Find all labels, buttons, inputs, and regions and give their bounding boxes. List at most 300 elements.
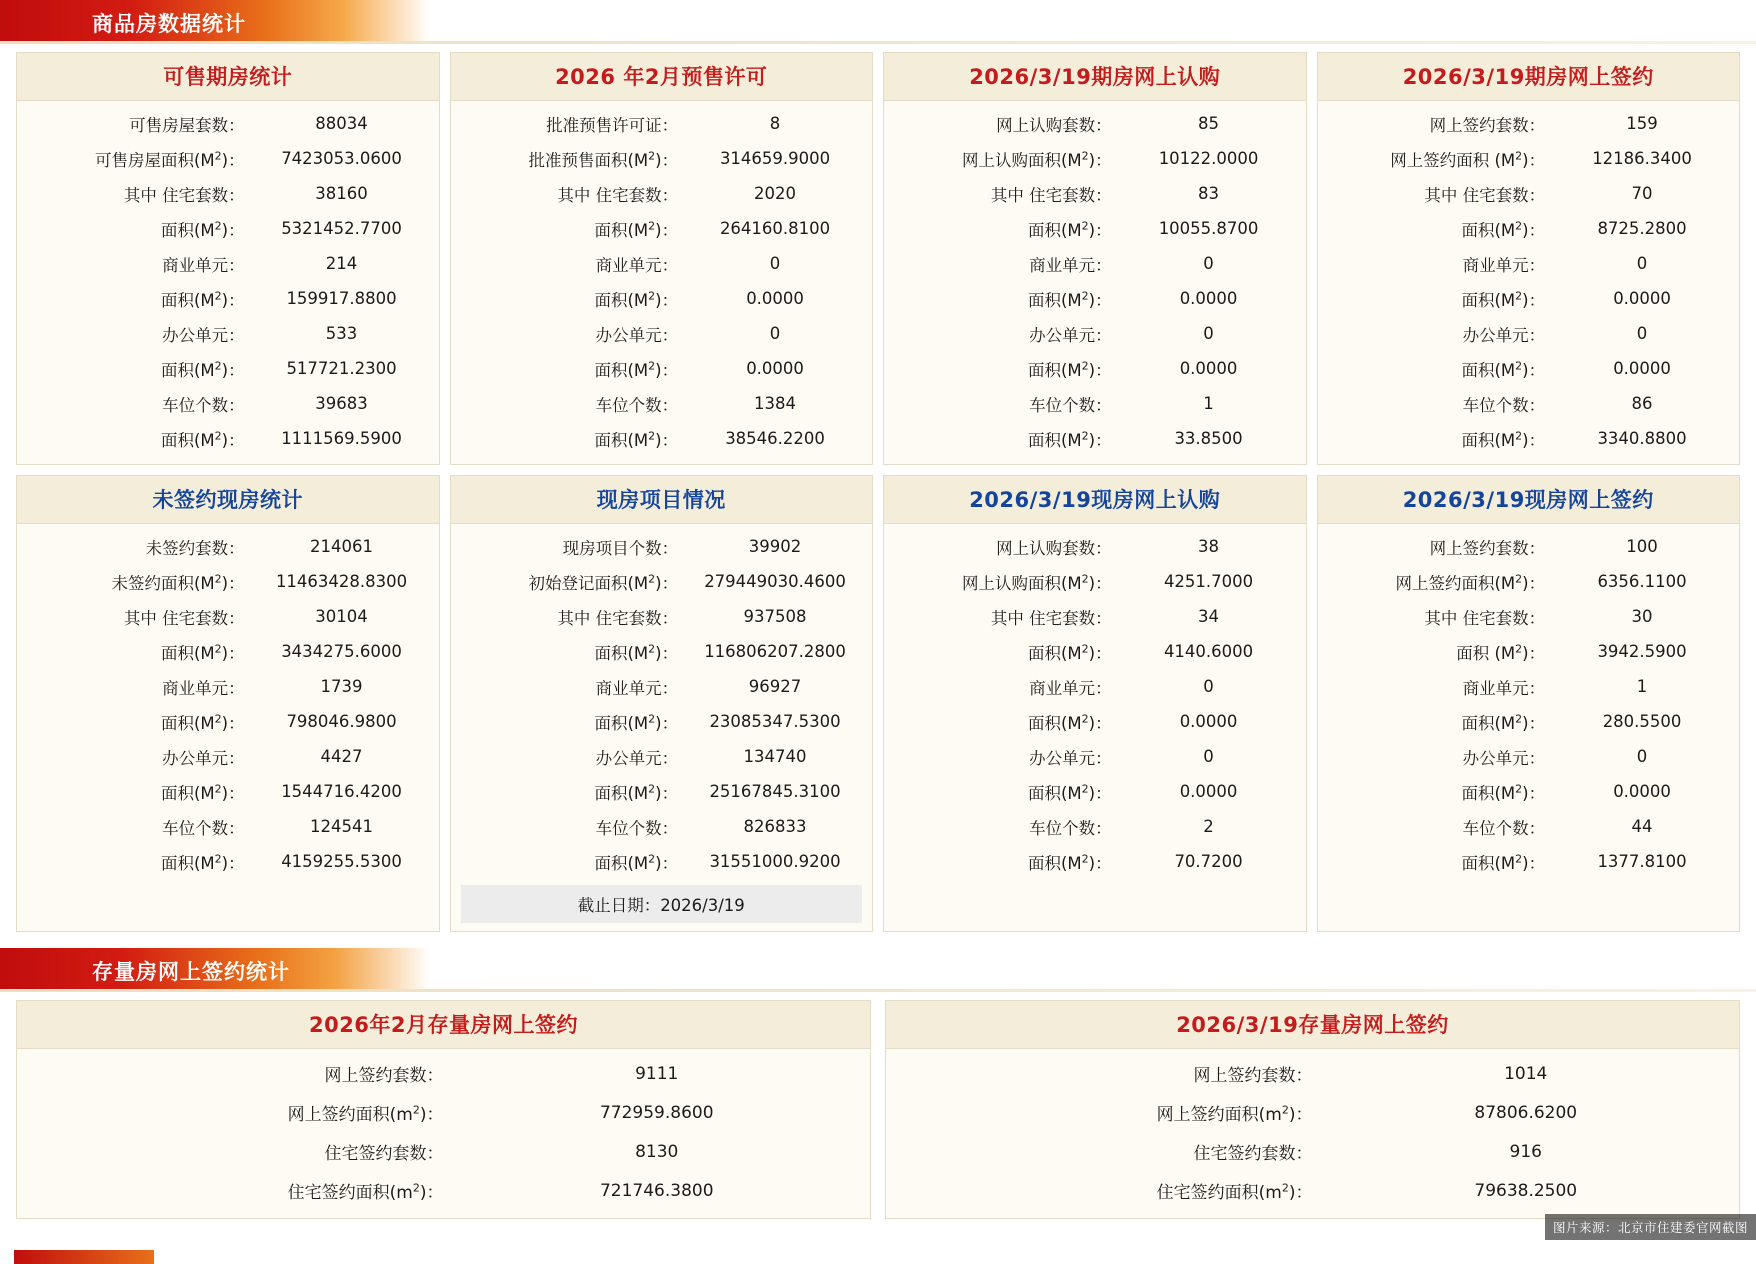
table-row <box>17 634 439 669</box>
row-value: 88034 <box>315 114 368 133</box>
table-row <box>884 386 1306 421</box>
banner-rule <box>0 41 1756 44</box>
stat-card-title: 2026/3/19现房网上签约 <box>1318 476 1740 524</box>
row-label: 可售房屋面积$(M^2)$： <box>94 149 245 170</box>
row-label: 面积$(M^2)$： <box>1027 852 1112 873</box>
row-value: 38546.2200 <box>725 429 825 448</box>
row-label: 面积$(M^2)$： <box>160 219 245 240</box>
row-label: 其中 住宅套数： <box>1424 185 1546 205</box>
table-row <box>886 1171 1739 1210</box>
row-value: 7423053.0600 <box>281 149 402 168</box>
table-row <box>884 281 1306 316</box>
row-label: 面积$(M^2)$： <box>1461 289 1546 310</box>
table-row <box>1318 316 1740 351</box>
row-label: 面积$(M^2)$： <box>1027 642 1112 663</box>
stat-card <box>883 52 1307 465</box>
new-housing-card-grid <box>0 44 1756 932</box>
table-row <box>884 809 1306 844</box>
row-label: 面积$(M^2)$： <box>1027 782 1112 803</box>
table-row <box>17 281 439 316</box>
row-value: 44 <box>1631 817 1653 836</box>
row-label: 办公单元： <box>1462 748 1546 768</box>
row-value: 0.0000 <box>1179 289 1238 308</box>
row-value: 916 <box>1509 1141 1542 1162</box>
row-value: 9111 <box>635 1063 679 1084</box>
table-row <box>451 774 873 809</box>
table-row <box>451 669 873 704</box>
row-value: 1 <box>1636 677 1648 696</box>
row-label: 商业单元： <box>1462 678 1546 698</box>
row-label: 办公单元： <box>595 748 679 768</box>
stat-card-title: 现房项目情况 <box>451 476 873 524</box>
row-value: 3434275.6000 <box>281 642 402 661</box>
row-label: 其中 住宅套数： <box>990 185 1112 205</box>
table-row <box>451 246 873 281</box>
bottom-left-tab <box>14 1250 154 1264</box>
table-row <box>17 564 439 599</box>
row-label: 网上签约面积$(M^2)$： <box>1395 572 1546 593</box>
row-value: 0.0000 <box>1179 712 1238 731</box>
row-value: 100 <box>1626 537 1658 556</box>
stat-card-title: 2026/3/19期房网上认购 <box>884 53 1306 101</box>
row-value: 280.5500 <box>1602 712 1682 731</box>
row-value: 87806.6200 <box>1474 1102 1578 1123</box>
row-value: 0 <box>1636 254 1648 273</box>
table-row <box>1318 774 1740 809</box>
row-label: 初始登记面积$(M^2)$： <box>528 572 679 593</box>
table-row <box>1318 246 1740 281</box>
row-label: 其中 住宅套数： <box>123 185 245 205</box>
table-row <box>1318 281 1740 316</box>
table-row <box>884 844 1306 879</box>
row-value: 214061 <box>310 537 374 556</box>
table-row <box>17 669 439 704</box>
row-label: 车位个数： <box>595 395 679 415</box>
row-value: 30 <box>1631 607 1653 626</box>
table-row <box>1318 739 1740 774</box>
row-label: 面积$(M^2)$： <box>1027 359 1112 380</box>
table-row <box>451 844 873 879</box>
row-label: 住宅签约面积$(m^2)$： <box>1156 1181 1313 1203</box>
stat-card <box>1317 52 1741 465</box>
table-row <box>17 704 439 739</box>
row-label: 面积$(M^2)$： <box>1461 429 1546 450</box>
row-value: 937508 <box>743 607 807 626</box>
row-value: 0.0000 <box>1179 782 1238 801</box>
row-value: 0 <box>1636 324 1648 343</box>
row-value: 79638.2500 <box>1474 1180 1578 1201</box>
bottom-strip <box>0 1246 1756 1264</box>
table-row <box>451 316 873 351</box>
table-row <box>17 809 439 844</box>
row-value: 3340.8800 <box>1597 429 1687 448</box>
row-value: 0 <box>1203 747 1214 766</box>
row-value: 0.0000 <box>1613 782 1671 801</box>
row-value: 264160.8100 <box>719 219 831 238</box>
row-value: 0 <box>1636 747 1648 766</box>
row-value: 83 <box>1198 184 1220 203</box>
row-label: 面积$(M^2)$： <box>1461 712 1546 733</box>
table-row <box>1318 844 1740 879</box>
row-label: 面积$(M^2)$： <box>1461 782 1546 803</box>
table-row <box>1318 704 1740 739</box>
row-value: 116806207.2800 <box>704 642 846 661</box>
table-row <box>1318 669 1740 704</box>
row-label: 车位个数： <box>1029 818 1112 838</box>
stat-card <box>885 1000 1740 1219</box>
row-label: 商业单元： <box>595 255 679 275</box>
table-row <box>451 634 873 669</box>
row-label: 其中 住宅套数： <box>557 185 679 205</box>
table-row <box>884 246 1306 281</box>
row-label: 网上认购面积$(M^2)$： <box>961 572 1112 593</box>
table-row <box>884 564 1306 599</box>
row-label: 面积$(M^2)$： <box>594 359 679 380</box>
row-label: 网上签约套数： <box>1429 538 1546 558</box>
stat-card <box>450 475 874 932</box>
stat-card-table <box>17 529 439 879</box>
row-label: 面积$(M^2)$： <box>160 359 245 380</box>
stat-card-table <box>884 106 1306 456</box>
table-row <box>1318 421 1740 456</box>
row-label: 住宅签约套数： <box>324 1144 444 1164</box>
row-label: 面积$(M^2)$： <box>1461 219 1546 240</box>
table-row <box>17 316 439 351</box>
row-value: 124541 <box>310 817 374 836</box>
stat-card-table <box>1318 106 1740 456</box>
row-value: 33.8500 <box>1174 429 1243 448</box>
row-label: 网上认购套数： <box>996 538 1112 558</box>
stock-housing-banner <box>0 948 1756 992</box>
row-value: 721746.3800 <box>599 1180 714 1201</box>
row-value: 70.7200 <box>1174 852 1243 871</box>
row-value: 1544716.4200 <box>281 782 402 801</box>
row-label: 办公单元： <box>162 748 245 768</box>
stat-card-title: 2026/3/19存量房网上签约 <box>886 1001 1739 1049</box>
row-value: 279449030.4600 <box>704 572 846 591</box>
row-label: 面积$(M^2)$： <box>1027 219 1112 240</box>
row-value: 0 <box>1203 677 1214 696</box>
row-value: 2020 <box>754 184 797 203</box>
table-row <box>17 599 439 634</box>
image-source-credit: 图片来源：北京市住建委官网截图 <box>1545 1214 1756 1240</box>
row-value: 1 <box>1203 394 1214 413</box>
row-label: 面积$(M^2)$： <box>1461 852 1546 873</box>
row-label: 网上签约套数： <box>1193 1066 1313 1086</box>
row-label: 车位个数： <box>1462 818 1546 838</box>
row-value: 39683 <box>315 394 368 413</box>
stat-card-title: 2026年2月存量房网上签约 <box>17 1001 870 1049</box>
table-row <box>1318 211 1740 246</box>
row-label: 商业单元： <box>1029 255 1112 275</box>
table-row <box>451 351 873 386</box>
banner-rule-2 <box>0 989 1756 992</box>
row-label: 住宅签约套数： <box>1193 1144 1313 1164</box>
row-label: 可售房屋套数： <box>129 115 245 135</box>
row-value: 0 <box>1203 254 1214 273</box>
stat-card-title: 2026/3/19现房网上认购 <box>884 476 1306 524</box>
row-label: 面积$(M^2)$： <box>1027 289 1112 310</box>
row-label: 面积$(M^2)$： <box>160 712 245 733</box>
stock-housing-card-grid <box>0 992 1756 1219</box>
table-row <box>884 421 1306 456</box>
table-row <box>451 281 873 316</box>
stat-card-table <box>17 106 439 456</box>
row-label: 未签约面积$(M^2)$： <box>111 572 245 593</box>
row-value: 31551000.9200 <box>709 852 841 871</box>
row-value: 70 <box>1631 184 1653 203</box>
table-row <box>884 176 1306 211</box>
stat-card-title: 2026/3/19期房网上签约 <box>1318 53 1740 101</box>
table-row <box>1318 634 1740 669</box>
row-value: 85 <box>1198 114 1220 133</box>
row-label: 面积$(M^2)$： <box>160 782 245 803</box>
row-label: 商业单元： <box>1462 255 1546 275</box>
row-value: 86 <box>1631 394 1653 413</box>
table-row <box>17 1132 870 1171</box>
row-label: 未签约套数： <box>145 538 245 558</box>
table-row <box>884 599 1306 634</box>
row-label: 商业单元： <box>1029 678 1112 698</box>
stat-card <box>16 1000 871 1219</box>
table-row <box>1318 564 1740 599</box>
table-row <box>451 704 873 739</box>
row-value: 517721.2300 <box>286 359 397 378</box>
row-label: 办公单元： <box>1029 325 1112 345</box>
row-value: 1014 <box>1504 1063 1548 1084</box>
row-label: 商业单元： <box>595 678 679 698</box>
table-row <box>17 739 439 774</box>
table-row <box>884 351 1306 386</box>
row-value: 1384 <box>754 394 797 413</box>
row-label: 其中 住宅套数： <box>123 608 245 628</box>
row-label: 面积$(M^2)$： <box>1461 359 1546 380</box>
stat-card <box>883 475 1307 932</box>
row-value: 0.0000 <box>1613 359 1671 378</box>
row-label: 车位个数： <box>595 818 679 838</box>
row-label: 面积$(M^2)$： <box>160 289 245 310</box>
row-label: 面积$(M^2)$： <box>160 852 245 873</box>
row-value: 96927 <box>748 677 802 696</box>
table-row <box>451 211 873 246</box>
table-row <box>884 774 1306 809</box>
row-label: 其中 住宅套数： <box>990 608 1112 628</box>
row-value: 34 <box>1198 607 1220 626</box>
new-housing-banner-label: 商品房数据统计 <box>92 12 246 36</box>
row-value: 23085347.5300 <box>709 712 841 731</box>
row-value: 0.0000 <box>1613 289 1671 308</box>
row-label: 车位个数： <box>1029 395 1112 415</box>
row-value: 159917.8800 <box>286 289 397 308</box>
table-row <box>17 1093 870 1132</box>
row-value: 0.0000 <box>746 359 804 378</box>
table-row <box>884 704 1306 739</box>
stat-card <box>1317 475 1741 932</box>
stat-card <box>450 52 874 465</box>
table-row <box>884 106 1306 141</box>
stat-card-table <box>451 106 873 456</box>
table-row <box>17 211 439 246</box>
stat-card-title: 2026 年2月预售许可 <box>451 53 873 101</box>
row-label: 批准预售面积$(M^2)$： <box>528 149 679 170</box>
table-row <box>17 176 439 211</box>
table-row <box>17 1054 870 1093</box>
row-label: 办公单元： <box>1462 325 1546 345</box>
row-label: 其中 住宅套数： <box>1424 608 1546 628</box>
row-value: 214 <box>325 254 358 273</box>
cutoff-date: 截止日期：2026/3/19 <box>461 885 863 923</box>
row-value: 39902 <box>748 537 802 556</box>
row-value: 0.0000 <box>1179 359 1238 378</box>
table-row <box>1318 809 1740 844</box>
row-label: 住宅签约面积$(m^2)$： <box>287 1181 444 1203</box>
table-row <box>884 669 1306 704</box>
row-label: 面积$(M^2)$： <box>160 429 245 450</box>
row-label: 面积$(M^2)$： <box>594 642 679 663</box>
table-row <box>17 774 439 809</box>
table-row <box>451 599 873 634</box>
table-row <box>884 634 1306 669</box>
row-label: 网上签约面积$(m^2)$： <box>287 1103 444 1125</box>
new-housing-banner <box>0 0 1756 44</box>
table-row <box>17 844 439 879</box>
row-value: 0 <box>769 324 781 343</box>
row-label: 面积$(M^2)$： <box>1027 712 1112 733</box>
row-label: 面积$(M^2)$： <box>594 289 679 310</box>
stat-card <box>16 475 440 932</box>
table-row <box>886 1132 1739 1171</box>
table-row <box>17 421 439 456</box>
table-row <box>451 421 873 456</box>
row-label: 网上签约套数： <box>1429 115 1546 135</box>
table-row <box>17 246 439 281</box>
stat-card <box>16 52 440 465</box>
row-value: 12186.3400 <box>1592 149 1692 168</box>
row-value: 4427 <box>320 747 363 766</box>
table-row <box>884 211 1306 246</box>
row-label: 办公单元： <box>1029 748 1112 768</box>
table-row <box>17 141 439 176</box>
row-label: 商业单元： <box>162 255 245 275</box>
table-row <box>1318 141 1740 176</box>
row-value: 0 <box>1203 324 1214 343</box>
row-value: 8 <box>769 114 781 133</box>
table-row <box>884 141 1306 176</box>
table-row <box>451 386 873 421</box>
table-row <box>884 316 1306 351</box>
row-label: 车位个数： <box>162 818 245 838</box>
row-label: 网上签约面积$(m^2)$： <box>1156 1103 1313 1125</box>
table-row <box>17 106 439 141</box>
table-row <box>884 739 1306 774</box>
row-label: 面积$(M^2)$： <box>594 852 679 873</box>
stat-card-table <box>886 1054 1739 1210</box>
row-value: 11463428.8300 <box>275 572 408 591</box>
row-value: 0.0000 <box>746 289 804 308</box>
table-row <box>1318 599 1740 634</box>
row-label: 面积$(M^2)$： <box>1027 429 1112 450</box>
row-label: 其中 住宅套数： <box>557 608 679 628</box>
row-label: 面积$(M^2)$： <box>594 712 679 733</box>
table-row <box>1318 176 1740 211</box>
row-label: 面积$(M^2)$： <box>594 429 679 450</box>
row-label: 车位个数： <box>162 395 245 415</box>
row-value: 8725.2800 <box>1597 219 1687 238</box>
row-value: 1377.8100 <box>1597 852 1687 871</box>
row-value: 10122.0000 <box>1158 149 1259 168</box>
row-label: 批准预售许可证： <box>546 115 679 135</box>
row-value: 314659.9000 <box>719 149 831 168</box>
row-label: 网上签约套数： <box>324 1066 444 1086</box>
row-value: 2 <box>1203 817 1214 836</box>
table-row <box>451 141 873 176</box>
stat-card-table <box>451 529 873 879</box>
row-value: 798046.9800 <box>286 712 397 731</box>
table-row <box>451 176 873 211</box>
row-label: 面积$(M^2)$： <box>594 782 679 803</box>
row-value: 159 <box>1626 114 1658 133</box>
row-label: 车位个数： <box>1462 395 1546 415</box>
row-value: 533 <box>325 324 358 343</box>
table-row <box>451 809 873 844</box>
table-row <box>886 1054 1739 1093</box>
row-value: 4159255.5300 <box>281 852 402 871</box>
row-value: 30104 <box>315 607 368 626</box>
row-value: 5321452.7700 <box>281 219 402 238</box>
row-value: 6356.1100 <box>1597 572 1687 591</box>
row-value: 8130 <box>635 1141 679 1162</box>
table-row <box>451 564 873 599</box>
row-value: 1111569.5900 <box>281 429 402 448</box>
row-value: 826833 <box>743 817 807 836</box>
row-value: 25167845.3100 <box>709 782 841 801</box>
table-row <box>17 1171 870 1210</box>
row-label: 网上签约面积 $(M^2)$： <box>1390 149 1546 170</box>
row-label: 办公单元： <box>595 325 679 345</box>
stat-card-table <box>884 529 1306 879</box>
row-value: 38 <box>1198 537 1220 556</box>
row-value: 4251.7000 <box>1163 572 1254 591</box>
row-value: 772959.8600 <box>599 1102 714 1123</box>
table-row <box>884 529 1306 564</box>
table-row <box>451 739 873 774</box>
row-value: 134740 <box>743 747 807 766</box>
row-label: 面积$(M^2)$： <box>160 642 245 663</box>
row-label: 商业单元： <box>162 678 245 698</box>
row-label: 办公单元： <box>162 325 245 345</box>
table-row <box>451 529 873 564</box>
row-label: 面积 $(M^2)$： <box>1456 642 1546 663</box>
row-value: 38160 <box>315 184 368 203</box>
stat-card-table <box>17 1054 870 1210</box>
row-value: 3942.5900 <box>1597 642 1687 661</box>
row-value: 4140.6000 <box>1163 642 1254 661</box>
table-row <box>17 529 439 564</box>
row-value: 10055.8700 <box>1158 219 1259 238</box>
table-row <box>17 351 439 386</box>
table-row <box>1318 351 1740 386</box>
row-label: 网上认购套数： <box>996 115 1112 135</box>
stat-card-title: 可售期房统计 <box>17 53 439 101</box>
row-value: 1739 <box>320 677 363 696</box>
stat-card-table <box>1318 529 1740 879</box>
table-row <box>1318 529 1740 564</box>
table-row <box>451 106 873 141</box>
row-label: 面积$(M^2)$： <box>594 219 679 240</box>
row-value: 0 <box>769 254 781 273</box>
stat-card-title: 未签约现房统计 <box>17 476 439 524</box>
table-row <box>1318 386 1740 421</box>
